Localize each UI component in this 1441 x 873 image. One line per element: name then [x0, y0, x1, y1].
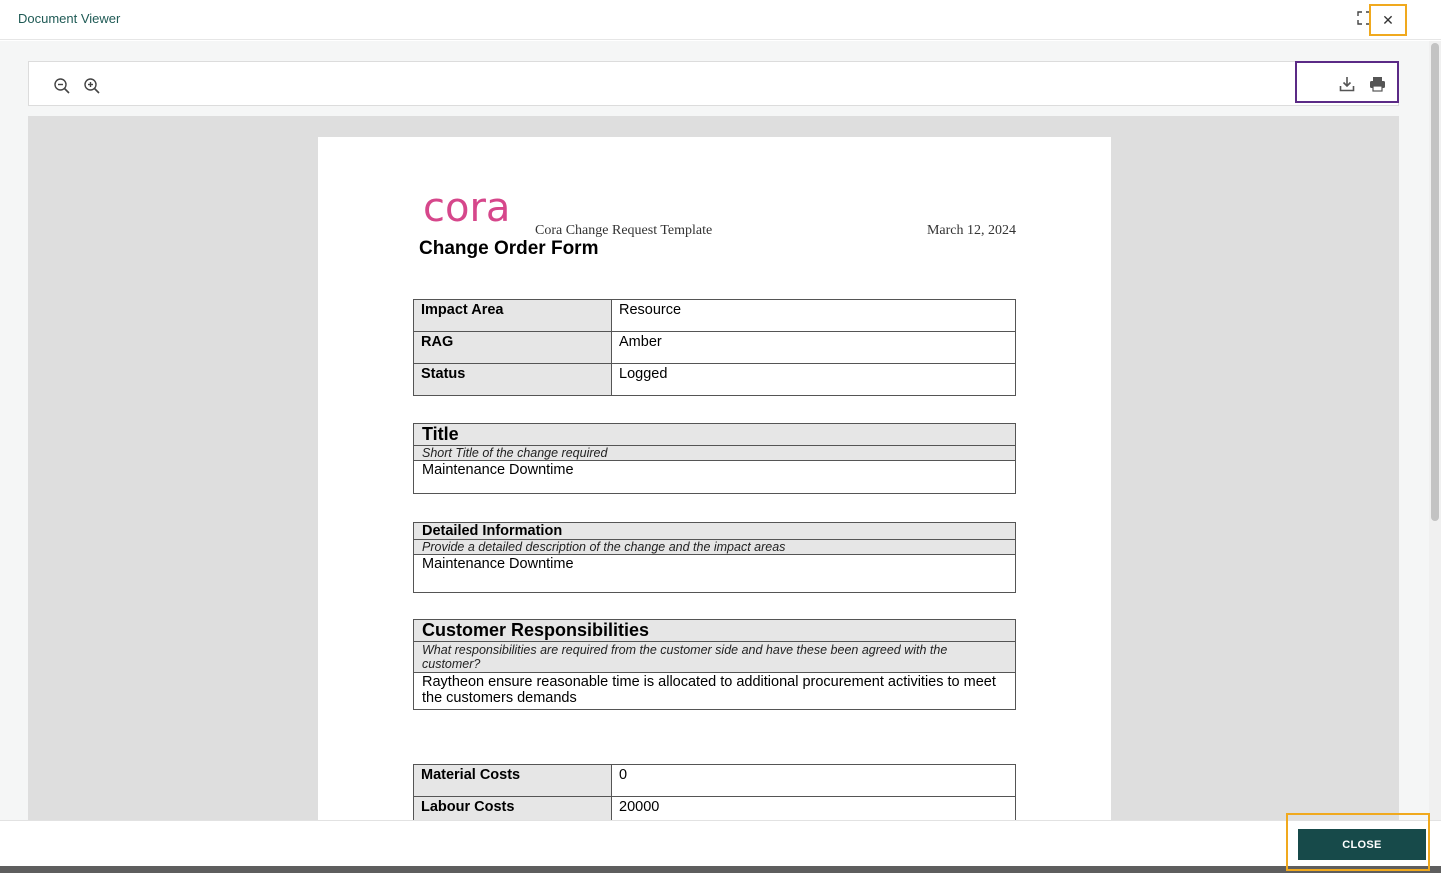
section-body: Maintenance Downtime	[422, 462, 574, 478]
zoom-out-icon[interactable]	[53, 77, 71, 95]
viewer-header	[0, 0, 1441, 40]
table-row	[414, 765, 1016, 797]
cora-logo	[423, 189, 529, 225]
section-subtitle: Short Title of the change required	[414, 446, 1015, 461]
section-customer-responsibilities	[413, 619, 1016, 710]
print-icon[interactable]	[1369, 76, 1386, 92]
zoom-in-icon[interactable]	[83, 77, 101, 95]
close-button[interactable]: CLOSE	[1298, 829, 1426, 860]
document-toolbar	[28, 61, 1399, 106]
template-name: Cora Change Request Template	[535, 223, 713, 238]
table-value: Logged	[612, 364, 1016, 396]
viewer-scrollbar[interactable]	[1429, 41, 1441, 820]
document-date: March 12, 2024	[926, 223, 1016, 238]
table-row	[414, 300, 1016, 332]
document-page	[318, 137, 1111, 821]
table-key: Material Costs	[414, 765, 612, 797]
table-key: Status	[414, 364, 612, 396]
table-key: Impact Area	[414, 300, 612, 332]
table-value: Amber	[612, 332, 1016, 364]
table-key: RAG	[414, 332, 612, 364]
close-icon[interactable]	[1369, 4, 1407, 36]
table-value: 20000	[612, 797, 1016, 822]
table-value: Resource	[612, 300, 1016, 332]
table-value: 0	[612, 765, 1016, 797]
download-icon[interactable]	[1339, 76, 1355, 92]
document-viewport[interactable]	[28, 116, 1399, 821]
table-key: Labour Costs	[414, 797, 612, 822]
svg-text:cora: cora	[423, 189, 511, 225]
viewer-footer	[0, 820, 1441, 866]
close-button-highlight	[1286, 813, 1430, 871]
bottom-edge	[0, 866, 1441, 873]
table-row	[414, 332, 1016, 364]
close-glyph: ✕	[1382, 11, 1394, 28]
cost-table	[413, 764, 1016, 821]
section-subtitle: Provide a detailed description of the change and the impact areas	[414, 540, 1015, 555]
section-detailed-information	[413, 522, 1016, 593]
section-heading: Detailed Information	[414, 523, 1015, 540]
document-heading: Change Order Form	[419, 238, 599, 259]
impact-table	[413, 299, 1016, 396]
scroll-thumb[interactable]	[1431, 43, 1439, 521]
section-body: Raytheon ensure reasonable time is allocated to additional procurement activities to meet the customers demands	[422, 674, 996, 706]
section-body: Maintenance Downtime	[422, 556, 574, 572]
viewer-title: Document Viewer	[18, 11, 121, 26]
document-actions	[1295, 61, 1399, 103]
table-row	[414, 797, 1016, 822]
section-subtitle: What responsibilities are required from the customer side and have these been agreed with the customer?	[414, 642, 1015, 673]
table-row	[414, 364, 1016, 396]
section-title	[413, 423, 1016, 494]
section-heading: Title	[414, 424, 1015, 446]
section-heading: Customer Responsibilities	[414, 620, 1015, 642]
